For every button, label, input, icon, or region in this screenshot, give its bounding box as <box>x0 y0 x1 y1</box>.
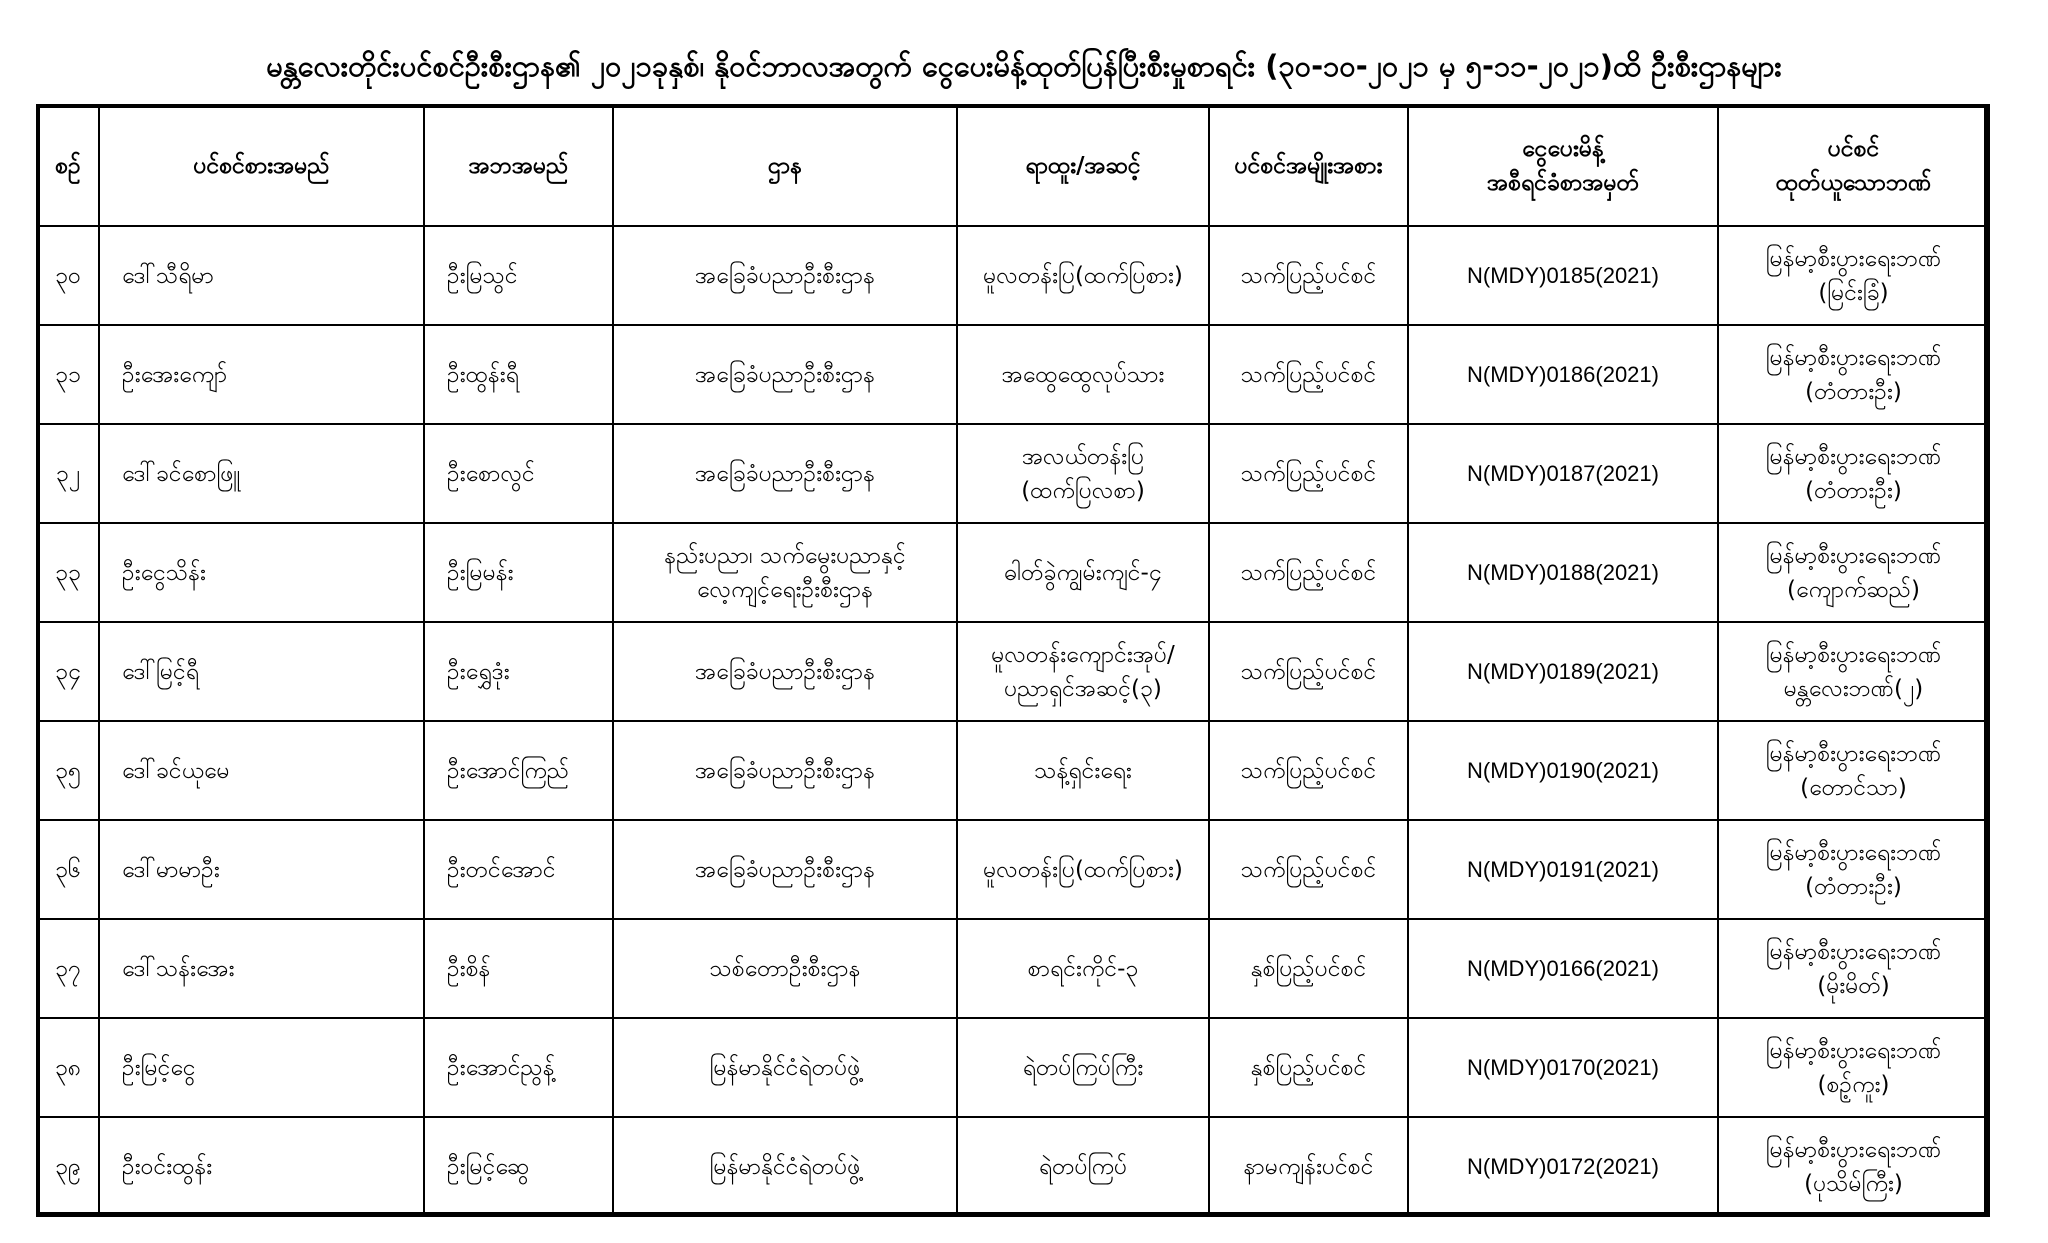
department-line: နည်းပညာ၊ သက်မွေးပညာနှင့် <box>664 542 906 569</box>
cell-bank <box>1718 919 1989 1018</box>
cell-bank <box>1718 523 1989 622</box>
table-row <box>37 325 1989 424</box>
bank-line: မြန်မာ့စီးပွားရေးဘဏ် <box>1765 1136 1942 1163</box>
cell-bank <box>1718 1018 1989 1117</box>
header-pension-type: ပင်စင်အမျိုးအစား <box>1209 105 1408 226</box>
cell-pension-type: သက်ပြည့်ပင်စင် <box>1209 523 1408 622</box>
department-line: အခြေခံပညာဦးစီးဌာန <box>694 361 876 388</box>
bank-line: (တောင်သာ) <box>1800 774 1907 801</box>
cell-department <box>613 622 957 721</box>
bank-line: (မြင်းခြံ) <box>1818 279 1889 306</box>
department-line: သစ်တောဦးစီးဌာန <box>709 955 861 982</box>
bank-line: မြန်မာ့စီးပွားရေးဘဏ် <box>1765 344 1942 371</box>
cell-pension-type: သက်ပြည့်ပင်စင် <box>1209 721 1408 820</box>
cell-bank <box>1718 325 1989 424</box>
cell-father: ဦးမြင့်ဆွေ <box>424 1117 613 1216</box>
header-father: အဘအမည် <box>424 105 613 226</box>
cell-no: ၃၇ <box>37 919 99 1018</box>
cell-father: ဦးမြသွင် <box>424 226 613 325</box>
rank-line: ပညာရှင်အဆင့်(၃) <box>1004 675 1162 702</box>
cell-rank <box>957 622 1209 721</box>
department-line: အခြေခံပညာဦးစီးဌာန <box>694 658 876 685</box>
cell-department <box>613 424 957 523</box>
cell-department <box>613 523 957 622</box>
bank-line: မြန်မာ့စီးပွားရေးဘဏ် <box>1765 542 1942 569</box>
cell-no: ၃၅ <box>37 721 99 820</box>
cell-order-no: N(MDY)0187(2021) <box>1408 424 1718 523</box>
rank-line: မူလတန်းပြ(ထက်ပြစား) <box>983 856 1183 883</box>
header-no: စဉ် <box>37 105 99 226</box>
cell-department <box>613 919 957 1018</box>
table-row <box>37 226 1989 325</box>
cell-department <box>613 1117 957 1216</box>
bank-line: မန္တလေးဘဏ်(၂) <box>1783 675 1924 702</box>
cell-pension-type: နှစ်ပြည့်ပင်စင် <box>1209 1018 1408 1117</box>
cell-department <box>613 1018 957 1117</box>
cell-father: ဦးစိန် <box>424 919 613 1018</box>
bank-line: (ပုသိမ်ကြီး) <box>1804 1170 1903 1197</box>
cell-no: ၃၀ <box>37 226 99 325</box>
table-row <box>37 820 1989 919</box>
cell-order-no: N(MDY)0170(2021) <box>1408 1018 1718 1117</box>
department-line: အခြေခံပညာဦးစီးဌာန <box>694 757 876 784</box>
cell-rank <box>957 721 1209 820</box>
cell-father: ဦးတင်အောင် <box>424 820 613 919</box>
cell-no: ၃၁ <box>37 325 99 424</box>
cell-no: ၃၂ <box>37 424 99 523</box>
cell-pension-type: သက်ပြည့်ပင်စင် <box>1209 820 1408 919</box>
rank-line: (ထက်ပြလစာ) <box>1021 477 1145 504</box>
rank-line: သန့်ရှင်းရေး <box>1034 757 1132 784</box>
cell-rank <box>957 1117 1209 1216</box>
cell-pension-type: သက်ပြည့်ပင်စင် <box>1209 622 1408 721</box>
bank-line: (တံတားဦး) <box>1805 873 1902 900</box>
rank-line: ရဲတပ်ကြပ် <box>1038 1153 1128 1180</box>
cell-no: ၃၄ <box>37 622 99 721</box>
bank-line: မြန်မာ့စီးပွားရေးဘဏ် <box>1765 839 1942 866</box>
cell-rank <box>957 820 1209 919</box>
bank-line: (ကျောက်ဆည်) <box>1786 576 1920 603</box>
bank-line: (တံတားဦး) <box>1805 477 1902 504</box>
bank-line: မြန်မာ့စီးပွားရေးဘဏ် <box>1765 443 1942 470</box>
table-row <box>37 1117 1989 1216</box>
bank-line: မြန်မာ့စီးပွားရေးဘဏ် <box>1765 245 1942 272</box>
bank-line: မြန်မာ့စီးပွားရေးဘဏ် <box>1765 1037 1942 1064</box>
department-line: မြန်မာနိုင်ငံရဲတပ်ဖွဲ့ <box>709 1054 861 1081</box>
department-line: အခြေခံပညာဦးစီးဌာန <box>694 856 876 883</box>
table-row <box>37 622 1989 721</box>
bank-line: မြန်မာ့စီးပွားရေးဘဏ် <box>1765 641 1942 668</box>
cell-no: ၃၃ <box>37 523 99 622</box>
cell-father: ဦးရွှေဒုံး <box>424 622 613 721</box>
cell-rank <box>957 1018 1209 1117</box>
cell-order-no: N(MDY)0186(2021) <box>1408 325 1718 424</box>
table-row <box>37 721 1989 820</box>
table-body <box>37 226 1989 1216</box>
cell-pension-type: သက်ပြည့်ပင်စင် <box>1209 226 1408 325</box>
rank-line: အလယ်တန်းပြ <box>1021 443 1145 470</box>
cell-name: ဒေါ်သီရိမာ <box>99 226 424 325</box>
department-line: လေ့ကျင့်ရေးဦးစီးဌာန <box>697 576 873 603</box>
cell-order-no: N(MDY)0188(2021) <box>1408 523 1718 622</box>
cell-pension-type: နာမကျန်းပင်စင် <box>1209 1117 1408 1216</box>
header-name: ပင်စင်စားအမည် <box>99 105 424 226</box>
cell-no: ၃၉ <box>37 1117 99 1216</box>
cell-no: ၃၆ <box>37 820 99 919</box>
cell-bank <box>1718 721 1989 820</box>
cell-bank <box>1718 424 1989 523</box>
table-row <box>37 919 1989 1018</box>
cell-bank <box>1718 622 1989 721</box>
department-line: အခြေခံပညာဦးစီးဌာန <box>694 262 876 289</box>
cell-name: ဒေါ်သန်းအေး <box>99 919 424 1018</box>
cell-bank <box>1718 1117 1989 1216</box>
header-order-line2: အစီရင်ခံစာအမှတ် <box>1487 169 1639 196</box>
bank-line: (မိုးမိတ်) <box>1817 972 1890 999</box>
header-bank-line1: ပင်စင် <box>1827 135 1880 162</box>
cell-department <box>613 325 957 424</box>
cell-pension-type: နှစ်ပြည့်ပင်စင် <box>1209 919 1408 1018</box>
bank-line: မြန်မာ့စီးပွားရေးဘဏ် <box>1765 740 1942 767</box>
header-bank-line2: ထုတ်ယူသောဘဏ် <box>1775 169 1932 196</box>
cell-rank <box>957 919 1209 1018</box>
cell-order-no: N(MDY)0166(2021) <box>1408 919 1718 1018</box>
cell-father: ဦးထွန်းရီ <box>424 325 613 424</box>
cell-department <box>613 721 957 820</box>
cell-name: ဦးငွေသိန်း <box>99 523 424 622</box>
bank-line: (စဉ့်ကူး) <box>1817 1071 1890 1098</box>
rank-line: ဓါတ်ခွဲကျွမ်းကျင်-၄ <box>1004 559 1162 586</box>
cell-no: ၃၈ <box>37 1018 99 1117</box>
cell-department <box>613 820 957 919</box>
bank-line: မြန်မာ့စီးပွားရေးဘဏ် <box>1765 938 1942 965</box>
cell-pension-type: သက်ပြည့်ပင်စင် <box>1209 325 1408 424</box>
rank-line: ရဲတပ်ကြပ်ကြီး <box>1022 1054 1144 1081</box>
cell-department <box>613 226 957 325</box>
cell-order-no: N(MDY)0185(2021) <box>1408 226 1718 325</box>
rank-line: အထွေထွေလုပ်သား <box>1001 361 1165 388</box>
cell-order-no: N(MDY)0189(2021) <box>1408 622 1718 721</box>
cell-order-no: N(MDY)0172(2021) <box>1408 1117 1718 1216</box>
rank-line: မူလတန်းကျောင်းအုပ်/ <box>991 641 1175 668</box>
table-header-row <box>37 105 1989 226</box>
department-line: မြန်မာနိုင်ငံရဲတပ်ဖွဲ့ <box>709 1153 861 1180</box>
cell-name: ဒေါ်ခင်စောဖြူ <box>99 424 424 523</box>
cell-name: ဒေါ်မာမာဦး <box>99 820 424 919</box>
header-department: ဌာန <box>613 105 957 226</box>
cell-rank <box>957 226 1209 325</box>
cell-father: ဦးအောင်ညွန့် <box>424 1018 613 1117</box>
cell-father: ဦးစောလွင် <box>424 424 613 523</box>
cell-bank <box>1718 226 1989 325</box>
cell-rank <box>957 523 1209 622</box>
cell-order-no: N(MDY)0191(2021) <box>1408 820 1718 919</box>
cell-name: ဦးအေးကျော် <box>99 325 424 424</box>
cell-pension-type: သက်ပြည့်ပင်စင် <box>1209 424 1408 523</box>
rank-line: မူလတန်းပြ(ထက်ပြစား) <box>983 262 1183 289</box>
document-title: မန္တလေးတိုင်းပင်စင်ဦးစီးဌာန၏ ၂၀၂၁ခုနှစ်၊ နိုဝင်ဘာလအတွက် ငွေပေးမိန့်ထုတ်ပြန်ပြီးစီးမှုစာရင်း (၃၀-၁၀-၂၀၂၁ မှ ၅-၁၁-၂၀၂၁)ထိ ဦးစီးဌာနများ <box>266 49 1782 83</box>
table-row <box>37 523 1989 622</box>
cell-father: ဦးမြမန်း <box>424 523 613 622</box>
cell-name: ဦးမြင့်ငွေ <box>99 1018 424 1117</box>
cell-rank <box>957 325 1209 424</box>
pension-table <box>36 104 1990 1217</box>
header-rank: ရာထူး/အဆင့် <box>957 105 1209 226</box>
cell-rank <box>957 424 1209 523</box>
bank-line: (တံတားဦး) <box>1805 378 1902 405</box>
table-row <box>37 424 1989 523</box>
department-line: အခြေခံပညာဦးစီးဌာန <box>694 460 876 487</box>
header-order-no <box>1408 105 1718 226</box>
cell-name: ဒေါ်မြင့်ရီ <box>99 622 424 721</box>
header-bank <box>1718 105 1989 226</box>
cell-bank <box>1718 820 1989 919</box>
cell-order-no: N(MDY)0190(2021) <box>1408 721 1718 820</box>
header-order-line1: ငွေပေးမိန့် <box>1522 135 1604 162</box>
table-row <box>37 1018 1989 1117</box>
cell-name: ဦးဝင်းထွန်း <box>99 1117 424 1216</box>
rank-line: စာရင်းကိုင်-၃ <box>1027 955 1139 982</box>
cell-father: ဦးအောင်ကြည် <box>424 721 613 820</box>
cell-name: ဒေါ်ခင်ယုမေ <box>99 721 424 820</box>
